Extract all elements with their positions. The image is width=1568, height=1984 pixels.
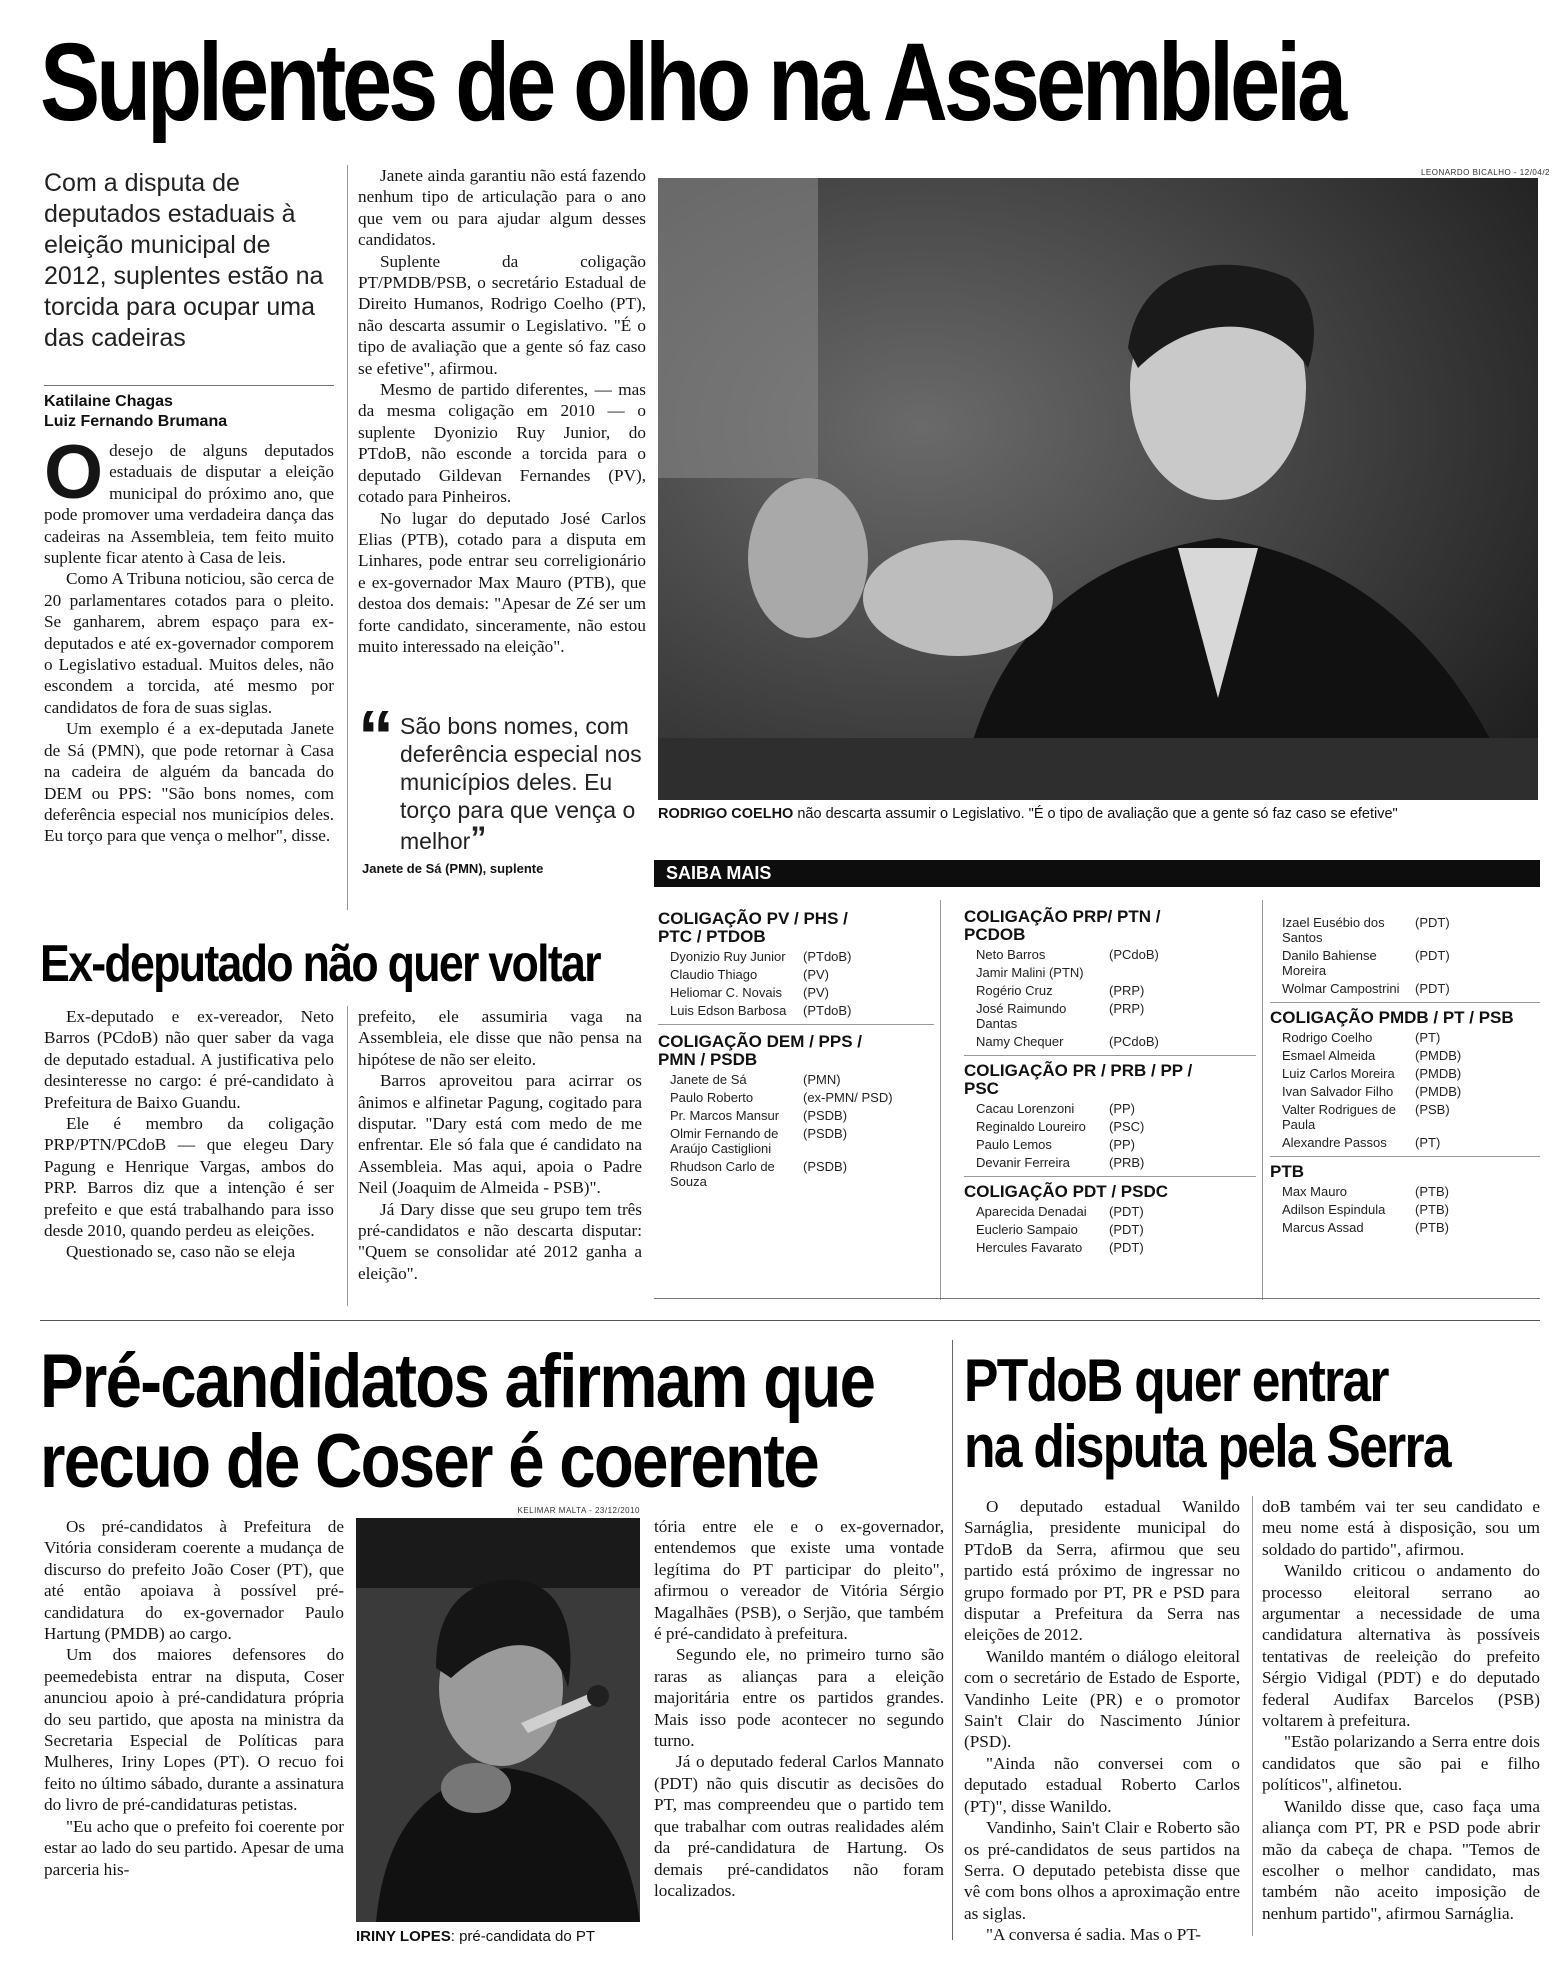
article4-col1	[964, 1496, 1240, 1946]
candidate-row: José Raimundo Dantas (PRP)	[976, 1001, 1145, 1031]
coalition-title: PTB	[1270, 1162, 1304, 1181]
article3-para3: "Eu acho que o prefeito foi coerente por estar ao lado do seu partido. Apesar de uma parceria his-	[44, 1816, 344, 1879]
candidate-row: Jamir Malini (PTN)	[976, 965, 1084, 980]
article1-para3: Um exemplo é a ex-deputada Janete de Sá (PMN), que pode retornar à Casa na cadeira de alguém da bancada do DEM ou PPS: "São bons nomes, com deferência especial nos municípios deles. Eu torço para que vença o melhor", disse.	[44, 719, 334, 846]
coalition-title: COLIGAÇÃO PV / PHS / PTC / PTDOB	[658, 909, 848, 946]
saiba-mais-header: SAIBA MAIS	[654, 860, 1540, 887]
article2-para3: Questionado se, caso não se eleja	[66, 1242, 296, 1262]
photo2-caption	[356, 1928, 646, 1945]
article3-col2	[654, 1516, 944, 1901]
candidate-row: Euclerio Sampaio (PDT)	[976, 1222, 1144, 1237]
candidate-row: Max Mauro (PTB)	[1282, 1184, 1449, 1199]
article3-col2-para2: Segundo ele, no primeiro turno são raras as alianças para a eleição majoritária entre os partidos grandes. Mais isso pode acontecer no segundo turno.	[654, 1645, 944, 1751]
article2-col2-para3: Já Dary disse que seu grupo tem três pré-candidatos e não descarta disputar: "Quem se consolidar até 2012 ganha a eleição".	[358, 1199, 642, 1283]
candidate-row: Namy Chequer (PCdoB)	[976, 1034, 1159, 1049]
article4-para5: "A conversa é sadia. Mas o PT-	[986, 1925, 1201, 1945]
article4-col2	[1262, 1496, 1540, 1924]
candidate-row: Paulo Lemos (PP)	[976, 1137, 1135, 1152]
coalition-title: COLIGAÇÃO PRP/ PTN / PCDOB	[964, 907, 1161, 944]
article1-col2	[358, 165, 646, 657]
photo1-caption-text: não descarta assumir o Legislativo. "É o tipo de avaliação que a gente só faz caso se efetive"	[793, 806, 1398, 822]
photo-illustration	[658, 178, 1538, 800]
article3-col2-para1: tória entre ele e o ex-governador, entendemos que existe uma vontade legítima do PT participar do pleito", afirmou o vereador de Vitória Sérgio Magalhães (PSB), o Serjão, que também é pré-candidato à prefeitura.	[654, 1517, 944, 1644]
article2-headline: Ex-deputado não quer voltar	[40, 935, 600, 993]
photo2-caption-text: : pré-candidata do PT	[450, 1928, 596, 1945]
article2-col1	[44, 1006, 334, 1263]
article4-col2-para1: doB também vai ter seu candidato e meu nome está à disposição, sou um soldado do partido", afirmou.	[1262, 1497, 1540, 1559]
photo1-credit: LEONARDO BICALHO - 12/04/2	[1420, 168, 1550, 177]
candidate-row: Pr. Marcos Mansur (PSDB)	[670, 1108, 848, 1123]
article3-para2: Um dos maiores defensores do peemedebista entrar na disputa, Coser anunciou apoio à pré-candidatura própria do seu partido, que aposta na ministra da Secretaria Especial de Políticas para Mulheres, Iriny Lopes (PT). O recuo foi feito no último sábado, durante a assinatura do livro de pré-candidaturas petistas.	[44, 1645, 344, 1815]
candidate-row: Rogério Cruz (PRP)	[976, 983, 1145, 998]
candidate-row: Neto Barros (PCdoB)	[976, 947, 1159, 962]
main-headline: Suplentes de olho na Assembleia	[40, 21, 1344, 144]
candidate-row: Reginaldo Loureiro (PSC)	[976, 1119, 1145, 1134]
author-2: Luiz Fernando Brumana	[44, 413, 228, 430]
candidate-row: Luis Edson Barbosa (PTdoB)	[670, 1003, 852, 1018]
dropcap: O	[44, 430, 104, 515]
candidate-row: Janete de Sá (PMN)	[670, 1072, 841, 1087]
article4-para1: O deputado estadual Wanildo Sarnáglia, presidente municipal do PTdoB da Serra, afirmou que seu partido está próximo de ingressar no grupo formado por PT, PR e PSD para disputar a Prefeitura da Serra nas eleições de 2012.	[964, 1497, 1240, 1645]
quote-text: São bons nomes, com deferência especial nos municípios deles. Eu torço para que vença o melhor”	[400, 713, 642, 856]
candidate-row: Izael Eusébio dos Santos (PDT)	[1282, 915, 1450, 945]
candidate-row: Devanir Ferreira (PRB)	[976, 1155, 1145, 1170]
candidate-row: Dyonizio Ruy Junior (PTdoB)	[670, 949, 852, 964]
article3-col1	[44, 1516, 344, 1880]
coalition-title: COLIGAÇÃO PDT / PSDC	[964, 1182, 1169, 1201]
photo2-credit: KELIMAR MALTA - 23/12/2010	[517, 1506, 640, 1515]
photo-illustration	[356, 1518, 640, 1922]
candidate-row: Heliomar C. Novais (PV)	[670, 985, 829, 1000]
candidate-row: Cacau Lorenzoni (PP)	[976, 1101, 1135, 1116]
saiba-col2	[964, 908, 1256, 1258]
candidate-row: Alexandre Passos (PT)	[1282, 1135, 1441, 1150]
coalition-title: COLIGAÇÃO PR / PRB / PP / PSC	[964, 1061, 1193, 1098]
candidate-row: Marcus Assad (PTB)	[1282, 1220, 1449, 1235]
article1-para1: Odesejo de alguns deputados estaduais de disputar a eleição municipal do próximo ano, que pode promover uma verdadeira dança das cadeiras na Assembleia, tem feito muito suplente ficar atento à Casa de leis.	[44, 430, 334, 568]
candidate-row: Luiz Carlos Moreira (PMDB)	[1282, 1066, 1462, 1081]
candidate-row: Valter Rodrigues de Paula (PSB)	[1282, 1102, 1450, 1132]
article1-para2: Como A Tribuna noticiou, são cerca de 20 parlamentares cotados para o pleito. Se ganharem, abrem espaço para ex-deputados e até ex-governador comporem o Legislativo estadual. Muitos deles, não escondem a torcida, até mesmo por candidatos de fora de suas siglas.	[44, 569, 334, 717]
candidate-row: Danilo Bahiense Moreira (PDT)	[1282, 948, 1450, 978]
article2-col2	[358, 1006, 642, 1284]
rodrigo-coelho-photo	[658, 178, 1538, 800]
byline	[44, 385, 334, 432]
saiba-col3	[1270, 912, 1540, 1238]
coalition-title: COLIGAÇÃO DEM / PPS / PMN / PSDB	[658, 1032, 863, 1069]
article4-headline-line2: na disputa pela Serra	[964, 1413, 1450, 1480]
photo2-caption-name: IRINY LOPES	[356, 1928, 451, 1945]
photo1-caption	[658, 806, 1538, 822]
quote-close-mark: ”	[470, 820, 487, 856]
article2-col2-para1: prefeito, ele assumiria vaga na Assembleia, ele disse que não pensa na hipótese de não ser eleito.	[358, 1007, 642, 1069]
coalition-title: COLIGAÇÃO PMDB / PT / PSB	[1270, 1008, 1514, 1027]
candidate-row: Paulo Roberto (ex-PMN/ PSD)	[670, 1090, 893, 1105]
saiba-col1	[658, 910, 934, 1192]
article2-para1: Ex-deputado e ex-vereador, Neto Barros (PCdoB) não quer saber da vaga de deputado estadual. A justificativa pelo desinteresse no cargo: é pré-candidato à Prefeitura de Baixo Guandu.	[44, 1007, 334, 1112]
photo1-caption-name: RODRIGO COELHO	[658, 806, 794, 822]
article4-para4: Vandinho, Sain't Clair e Roberto são os pré-candidatos de seus partidos na Serra. O deputado petebista disse que vê com bons olhos a aproximação entre as siglas.	[964, 1818, 1240, 1923]
article3-headline	[40, 1339, 875, 1504]
article3-headline-line1: Pré-candidatos afirmam que	[40, 1339, 875, 1424]
candidate-row: Ivan Salvador Filho (PMDB)	[1282, 1084, 1462, 1099]
article4-para3: "Ainda não conversei com o deputado estadual Roberto Carlos (PT)", disse Wanildo.	[964, 1753, 1240, 1816]
candidate-row: Esmael Almeida (PMDB)	[1282, 1048, 1462, 1063]
article2-col2-para2: Barros aproveitou para acirrar os ânimos e alfinetar Pagung, cogitado para disputar. "Dary está com medo de me enfrentar. Ele só fala que é candidato na Assembleia. Mas aqui, apoia o Padre Neil (Joaquim de Almeida - PSB)".	[358, 1071, 642, 1198]
article4-col2-para4: Wanildo disse que, caso faça uma aliança com PT, PR e PSD pode abrir mão da cabeça de chapa. "Temos de escolher o melhor candidato, mas também não aceito imposição de nenhum partido", afirmou Sarnáglia.	[1262, 1796, 1540, 1923]
article4-headline	[964, 1348, 1450, 1480]
candidate-row: Adilson Espindula (PTB)	[1282, 1202, 1449, 1217]
article1-col2-para3: Mesmo de partido diferentes, — mas da mesma coligação em 2010 — o suplente Dyonizio Ruy Junior, do PTdoB, não esconde a torcida para o deputado Gildevan Fernandes (PV), cotado para Pinheiros.	[358, 380, 646, 507]
article4-col2-para3: "Estão polarizando a Serra entre dois candidatos que são pai e filho políticos", alfinetou.	[1262, 1732, 1540, 1795]
article3-para1: Os pré-candidatos à Prefeitura de Vitória consideram coerente a mudança de discurso do prefeito João Coser (PT), que até então apoiava à possível pré-candidatura do ex-governador Paulo Hartung (PMDB) ao cargo.	[44, 1517, 344, 1644]
article1-col1	[44, 430, 334, 847]
article4-col2-para2: Wanildo criticou o andamento do processo eleitoral serrano ao argumentar a necessidade de uma candidatura alternativa às possíveis tentativas de reeleição do prefeito Sérgio Vidigal (PDT) e do deputado federal Audifax Barcelos (PSB) voltarem à prefeitura.	[1262, 1561, 1540, 1731]
pull-quote	[358, 697, 650, 876]
iriny-lopes-photo	[356, 1518, 640, 1922]
candidate-row: Rhudson Carlo de Souza (PSDB)	[670, 1159, 848, 1189]
candidate-row: Aparecida Denadai (PDT)	[976, 1204, 1144, 1219]
candidate-row: Rodrigo Coelho (PT)	[1282, 1030, 1441, 1045]
quote-open-mark: “	[358, 697, 394, 777]
intro-deck: Com a disputa de deputados estaduais à eleição municipal de 2012, suplentes estão na torcida para ocupar uma das cadeiras	[44, 169, 324, 352]
candidate-row: Claudio Thiago (PV)	[670, 967, 829, 982]
article1-col2-para4: No lugar do deputado José Carlos Elias (PTB), cotado para a disputa em Linhares, pode entrar seu correligionário e ex-governador Max Mauro (PTB), que destoa dos demais: "Apesar de Zé ser um forte candidato, sinceramente, não estou muito interessado na eleição".	[358, 508, 646, 656]
candidate-row: Hercules Favarato (PDT)	[976, 1240, 1144, 1255]
article4-headline-line1: PTdoB quer entrar	[964, 1347, 1388, 1414]
article3-headline-line2: recuo de Coser é coerente	[40, 1419, 818, 1504]
article1-col2-para2: Suplente da coligação PT/PMDB/PSB, o secretário Estadual de Direito Humanos, Rodrigo Coelho (PT), não descarta assumir o Legislativo. "É o tipo de avaliação que a gente só faz caso se efetive", afirmou.	[358, 251, 646, 378]
author-1: Katilaine Chagas	[44, 393, 173, 410]
candidate-row: Wolmar Campostrini (PDT)	[1282, 981, 1450, 996]
article2-para2: Ele é membro da coligação PRP/PTN/PCdoB — que elegeu Dary Pagung e Henrique Vargas, ambos do PRP. Barros diz que a intenção é ser prefeito e que está trabalhando para isso desde 2010, quando perdeu as eleições.	[44, 1114, 334, 1241]
candidate-row: Olmir Fernando de Araújo Castiglioni (PSDB)	[670, 1126, 848, 1156]
article4-para2: Wanildo mantém o diálogo eleitoral com o secretário de Estado de Esporte, Vandinho Leite (PR) e o promotor Sain't Clair do Nascimento Júnior (PSD).	[964, 1646, 1240, 1752]
quote-attribution: Janete de Sá (PMN), suplente	[362, 861, 544, 876]
article3-col2-para3: Já o deputado federal Carlos Mannato (PDT) não quis discutir as decisões do PT, mas compreendeu que o partido tem que trabalhar com outras realidades além da pré-candidatura de Hartung. Os demais pré-candidatos não foram localizados.	[654, 1752, 944, 1900]
article1-col2-para1: Janete ainda garantiu não está fazendo nenhum tipo de articulação para o ano que vem ou para ajudar algum desses candidatos.	[358, 166, 646, 250]
